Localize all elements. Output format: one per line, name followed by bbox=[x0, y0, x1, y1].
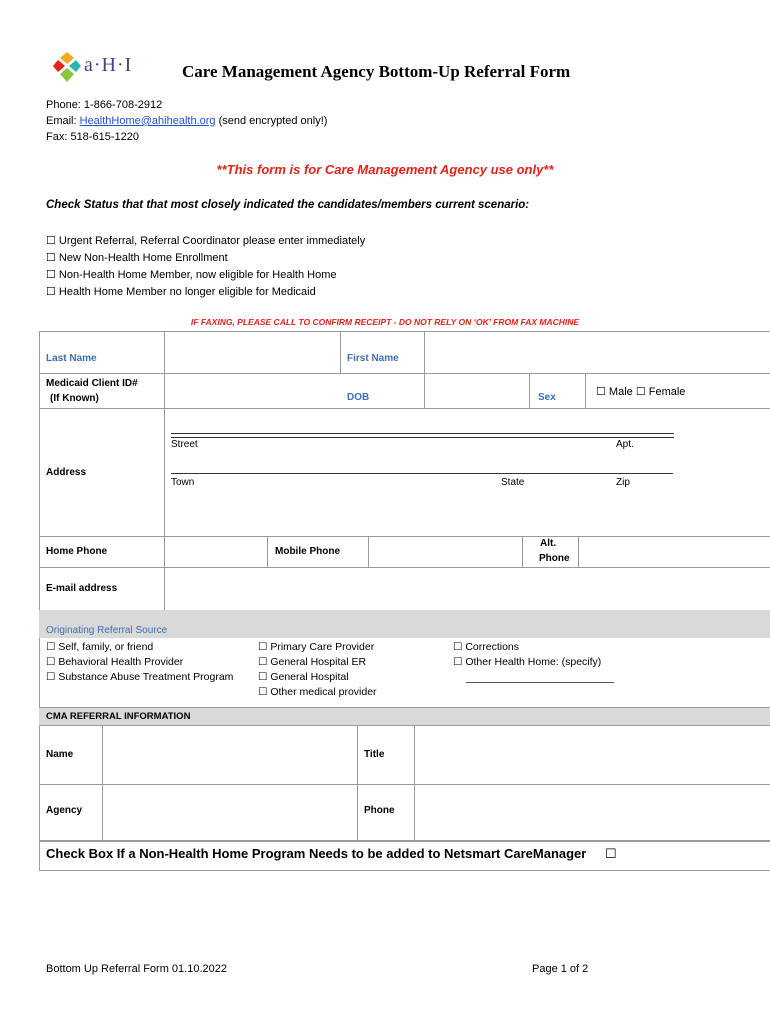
address-label: Address bbox=[46, 467, 87, 478]
page-title: Care Management Agency Bottom-Up Referral Form bbox=[182, 62, 571, 81]
origin-col-2 bbox=[258, 640, 377, 700]
contact-fax: Fax: 518-615-1220 bbox=[46, 131, 139, 143]
cma-agency-label: Agency bbox=[46, 805, 83, 816]
first-name-field[interactable] bbox=[425, 332, 770, 373]
alt-phone-label-2: Phone bbox=[539, 553, 570, 564]
town-line[interactable] bbox=[171, 473, 673, 474]
caremanager-checkbox[interactable]: ☐ bbox=[605, 846, 617, 861]
street-line[interactable] bbox=[171, 433, 674, 434]
contact-phone: Phone: 1-866-708-2912 bbox=[46, 99, 163, 111]
origin-behavioral-health[interactable]: ☐ Behavioral Health Provider bbox=[46, 656, 184, 668]
cma-phone-label: Phone bbox=[364, 805, 395, 816]
origin-heading: Originating Referral Source bbox=[46, 625, 168, 636]
cma-name-field[interactable] bbox=[103, 726, 357, 784]
ahi-logo-mark-icon bbox=[52, 50, 82, 84]
dob-field[interactable] bbox=[425, 374, 529, 408]
origin-hospital-er[interactable]: ☐ General Hospital ER bbox=[258, 656, 367, 668]
origin-other-health-home[interactable]: ☐ Other Health Home: (specify) bbox=[453, 656, 602, 668]
street-label: Street bbox=[171, 439, 198, 450]
origin-self-family[interactable]: ☐ Self, family, or friend bbox=[46, 641, 154, 653]
other-health-home-specify-line[interactable] bbox=[466, 682, 614, 683]
origin-col-1 bbox=[46, 640, 233, 685]
status-option-urgent[interactable]: ☐ Urgent Referral, Referral Coordinator please enter immediately bbox=[46, 235, 366, 247]
medicaid-id-field[interactable] bbox=[165, 374, 424, 408]
cma-title-label: Title bbox=[364, 749, 385, 760]
status-option-new-enrollment[interactable]: ☐ New Non-Health Home Enrollment bbox=[46, 252, 228, 264]
town-label: Town bbox=[171, 477, 195, 488]
cma-heading: CMA REFERRAL INFORMATION bbox=[46, 711, 191, 722]
agency-use-notice: **This form is for Care Management Agency use only** bbox=[216, 162, 554, 177]
email-address-label: E-mail address bbox=[46, 583, 118, 594]
last-name-label: Last Name bbox=[46, 353, 97, 364]
origin-col-3 bbox=[453, 640, 601, 670]
medicaid-id-known-label: (If Known) bbox=[50, 393, 99, 404]
cma-name-label: Name bbox=[46, 749, 74, 760]
first-name-label: First Name bbox=[347, 353, 399, 364]
email-suffix: (send encrypted only!) bbox=[215, 115, 328, 127]
status-option-now-eligible[interactable]: ☐ Non-Health Home Member, now eligible for Health Home bbox=[46, 269, 337, 281]
footer-form-id: Bottom Up Referral Form 01.10.2022 bbox=[46, 963, 227, 975]
cma-phone-field[interactable] bbox=[415, 785, 770, 840]
origin-hospital[interactable]: ☐ General Hospital bbox=[258, 671, 349, 683]
alt-phone-field[interactable] bbox=[579, 537, 770, 567]
sex-label: Sex bbox=[538, 392, 556, 403]
cma-title-field[interactable] bbox=[415, 726, 770, 784]
origin-primary-care[interactable]: ☐ Primary Care Provider bbox=[258, 641, 375, 653]
email-prefix: Email: bbox=[46, 115, 80, 127]
home-phone-label: Home Phone bbox=[46, 546, 108, 557]
caremanager-text: Check Box If a Non-Health Home Program Needs to be added to Netsmart CareManager bbox=[46, 846, 587, 861]
last-name-field[interactable] bbox=[165, 332, 340, 373]
origin-corrections[interactable]: ☐ Corrections bbox=[453, 641, 520, 653]
mobile-phone-label: Mobile Phone bbox=[275, 546, 340, 557]
email-link[interactable]: HealthHome@ahihealth.org bbox=[79, 115, 216, 127]
cma-agency-field[interactable] bbox=[103, 785, 357, 840]
apt-label: Apt. bbox=[616, 439, 634, 450]
email-address-field[interactable] bbox=[165, 568, 770, 610]
sex-options[interactable]: ☐ Male ☐ Female bbox=[596, 386, 686, 398]
origin-other-medical[interactable]: ☐ Other medical provider bbox=[258, 686, 377, 698]
zip-label: Zip bbox=[616, 477, 630, 488]
dob-label: DOB bbox=[347, 392, 370, 403]
alt-phone-label: Alt. bbox=[540, 538, 557, 549]
fax-warning: IF FAXING, PLEASE CALL TO CONFIRM RECEIPT - DO NOT RELY ON ‘OK’ FROM FAX MACHINE bbox=[190, 317, 580, 327]
origin-substance-abuse[interactable]: ☐ Substance Abuse Treatment Program bbox=[46, 671, 234, 683]
status-options bbox=[46, 233, 365, 301]
contact-email bbox=[46, 113, 327, 129]
status-question: Check Status that that most closely indicated the candidates/members current scenario: bbox=[46, 199, 530, 211]
logo-text: a·H·I bbox=[84, 54, 133, 76]
home-phone-field[interactable] bbox=[165, 537, 267, 567]
footer-page-number: Page 1 of 2 bbox=[532, 963, 589, 975]
ahi-logo bbox=[52, 50, 152, 86]
medicaid-id-label: Medicaid Client ID# bbox=[46, 378, 138, 389]
mobile-phone-field[interactable] bbox=[369, 537, 522, 567]
status-option-not-eligible[interactable]: ☐ Health Home Member no longer eligible for Medicaid bbox=[46, 286, 316, 298]
state-label: State bbox=[501, 477, 525, 488]
